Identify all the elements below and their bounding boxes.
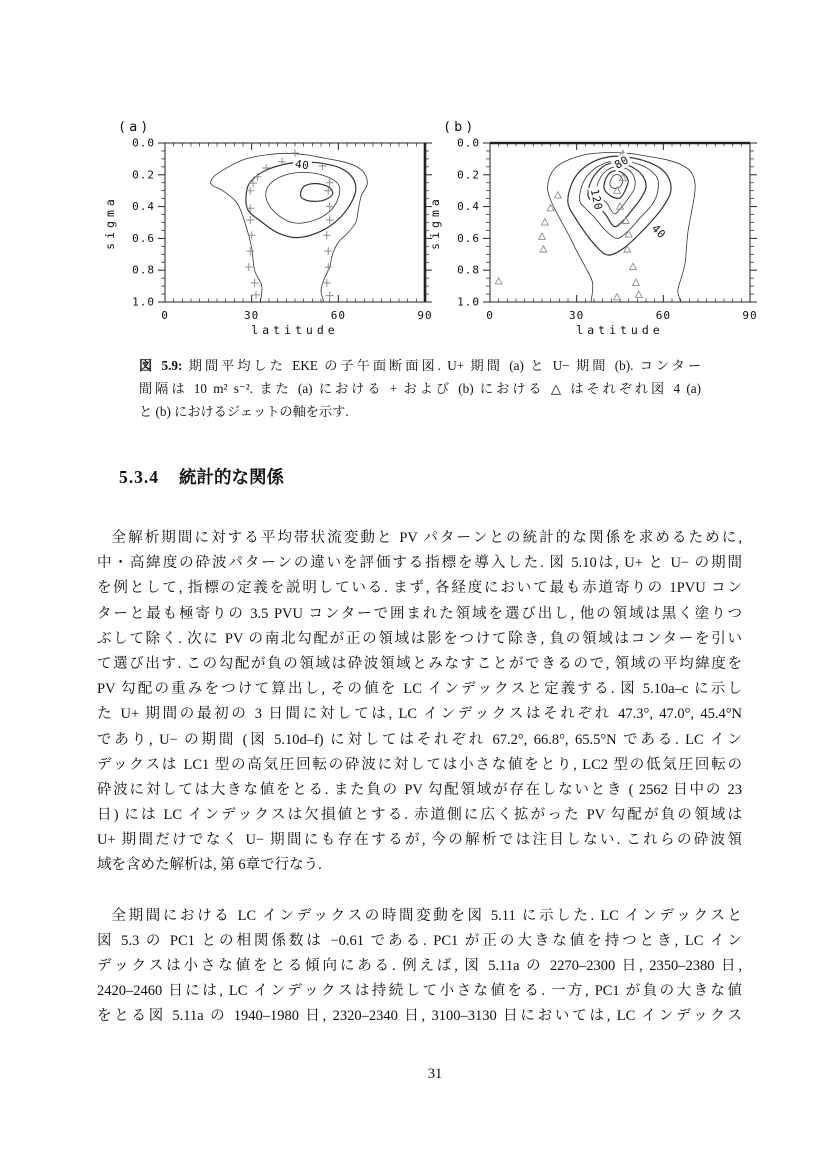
jet-axis-marker <box>326 292 334 300</box>
x-tick-label: 30 <box>569 309 585 322</box>
caption-line <box>139 354 701 377</box>
section-number: 5.3.4 <box>119 467 159 487</box>
jet-axis-marker <box>324 263 332 271</box>
y-tick-label: 0.0 <box>457 136 480 150</box>
jet-axis-marker <box>554 192 561 198</box>
text-line: を例として, 指標の定義を説明している. まず, 各経度において最も赤道寄りの 1PVU コン <box>97 580 742 597</box>
y-tick-label: 1.0 <box>457 295 480 309</box>
y-tick-label: 0.6 <box>132 231 155 245</box>
y-tick-label: 0.2 <box>132 168 155 182</box>
body-text <box>97 526 742 1030</box>
x-tick-label: 30 <box>244 309 260 322</box>
text-line: 全解析期間に対する平均帯状流変動と PV パターンとの統計的な関係を求めるために, <box>111 530 742 546</box>
text-line: 全期間における LC インデックスの時間変動を図 5.11 に示した. LC インデックスと <box>111 907 742 924</box>
section-title: 統計的な関係 <box>179 467 284 487</box>
svg-text:80: 80 <box>612 153 632 172</box>
jet-axis-marker <box>632 279 639 285</box>
x-tick-label: 90 <box>742 309 758 322</box>
jet-axis-marker <box>251 279 259 287</box>
jet-axis-marker <box>326 216 334 224</box>
text-line: 2420–2460 日には, LC インデックスは持続して小さな値をる. 一方, PC1 が負の大きな値 <box>97 983 742 1000</box>
text-line: U+ 期間だけでなく U− 期間にも存在するが, 今の解析では注目しない. これらの砕波領 <box>97 832 742 849</box>
contour-line <box>211 153 368 302</box>
x-axis-label: latitude <box>576 323 664 337</box>
contour-line <box>246 162 356 238</box>
jet-axis-marker <box>614 293 621 299</box>
y-tick-label: 0.8 <box>132 263 155 277</box>
text-line: ぶして除く. 次に PV の南北勾配が正の領域は影をつけて除き, 負の領域はコンターを引い <box>97 630 742 647</box>
x-tick-label: 0 <box>486 309 494 322</box>
jet-axis-marker <box>541 219 548 225</box>
text-line: 日) には LC インデックスは欠損値とする. 赤道側に広く拡がった PV 勾配が負の領域は <box>97 807 742 824</box>
text-line: であり, U− の期間 (図 5.10d–f) に対してはそれぞれ 67.2°, 66.8°, 65.5°N である. LC イン <box>97 731 742 748</box>
text-line: デックスは小さな値をとる傾向にある. 例えば, 図 5.11a の 2270–2300 日, 2350–2380 日, <box>97 958 742 974</box>
svg-text:40: 40 <box>649 221 669 242</box>
text-line: 砕波に対しては大きな値をとる. また負の PV 勾配領域が存在しないとき ( 2562 日中の 23 <box>97 781 742 798</box>
jet-axis-marker <box>262 164 270 172</box>
jet-axis-marker <box>252 291 260 299</box>
y-tick-label: 0.4 <box>457 200 480 214</box>
y-tick-label: 0.4 <box>132 200 155 214</box>
jet-axis-marker <box>323 231 331 239</box>
jet-axis-marker <box>248 231 256 239</box>
contour-line <box>604 171 628 199</box>
jet-axis-marker <box>249 179 257 187</box>
page-number: 31 <box>427 1066 443 1082</box>
y-tick-label: 0.0 <box>132 136 155 150</box>
panel-label: (a) <box>118 119 152 135</box>
body-paragraph <box>97 904 742 1030</box>
y-tick-label: 0.8 <box>457 263 480 277</box>
contour-plot-a <box>100 105 440 345</box>
y-axis-label: sigma <box>103 195 117 250</box>
y-tick-label: 0.2 <box>457 168 480 182</box>
y-tick-label: 1.0 <box>132 295 155 309</box>
text-line: PV 勾配の重みをつけて算出し, その値を LC インデックスと定義する. 図 5.10a–c に示し <box>97 681 742 698</box>
svg-text:120: 120 <box>587 187 605 212</box>
x-tick-label: 60 <box>655 309 671 322</box>
x-tick-label: 60 <box>330 309 346 322</box>
text-line: た U+ 期間の最初の 3 日間に対しては, LC インデックスはそれぞれ 47.3°, 47.0°, 45.4°N <box>97 706 742 723</box>
text-line: ターと最も極寄りの 3.5 PVU コンターで囲まれた領域を選び出し, 他の領域は黒く塗りつ <box>97 605 742 622</box>
jet-axis-marker <box>495 278 502 284</box>
jet-axis-marker <box>540 246 547 252</box>
body-paragraph <box>97 526 742 879</box>
jet-axis-marker <box>324 187 332 195</box>
jet-axis-marker <box>539 233 546 239</box>
jet-axis-marker <box>324 247 332 255</box>
x-tick-label: 90 <box>417 309 433 322</box>
contour-line <box>548 152 696 302</box>
caption-text: 期間平均した EKE の子午面断面図. U+ 期間 (a) と U− 期間 (b). コンター <box>188 358 701 373</box>
jet-axis-marker <box>245 263 253 271</box>
section-heading <box>119 464 284 489</box>
contour-line <box>610 175 623 189</box>
y-axis-label: sigma <box>428 195 442 250</box>
jet-axis-marker <box>326 203 334 211</box>
text-line: デックスは LC1 型の高気圧回転の砕波に対しては小さな値をとり, LC2 型の低気圧回転の <box>97 756 742 773</box>
jet-axis-marker <box>246 216 254 224</box>
figure-label: 図 5.9: <box>139 358 183 373</box>
text-line: て選び出す. この勾配が負の領域は砕波領域とみなすことができるので, 領域の平均緯度を <box>97 655 742 672</box>
svg-text:40: 40 <box>294 157 311 173</box>
y-tick-label: 0.6 <box>457 231 480 245</box>
caption-line: と (b) におけるジェットの軸を示す. <box>139 404 349 419</box>
caption-line: 間隔は 10 m² s⁻². また (a) における + および (b) における △ はそれぞれ図 4 (a) <box>139 381 701 396</box>
panel-label: (b) <box>443 119 477 135</box>
jet-axis-marker <box>630 263 637 269</box>
text-line: 中・高緯度の砕波パターンの違いを評価する指標を導入した. 図 5.10は, U+ と U− の期間 <box>97 555 742 572</box>
jet-axis-marker <box>246 247 254 255</box>
jet-axis-marker <box>635 291 642 297</box>
contour-label <box>610 152 633 173</box>
x-tick-label: 0 <box>161 309 169 322</box>
text-line: 域を含めた解析は, 第 6章で行なう. <box>97 857 322 874</box>
contour-plot-b <box>425 105 765 345</box>
contour-label <box>648 220 671 243</box>
text-line: 図 5.3 の PC1 との相関係数は −0.61 である. PC1 が正の大きな値を持つとき, LC イン <box>97 932 742 949</box>
jet-axis-marker <box>614 187 621 193</box>
x-axis-label: latitude <box>251 323 339 337</box>
contour-label <box>292 157 312 173</box>
jet-axis-marker <box>625 231 632 237</box>
jet-axis-marker <box>246 204 254 212</box>
contour-label <box>587 186 606 214</box>
text-line: をとる図 5.11a の 1940–1980 日, 2320–2340 日, 3100–3130 日においては, LC インデックス <box>97 1008 742 1025</box>
figure-caption <box>139 354 701 423</box>
jet-axis-marker <box>291 149 299 157</box>
